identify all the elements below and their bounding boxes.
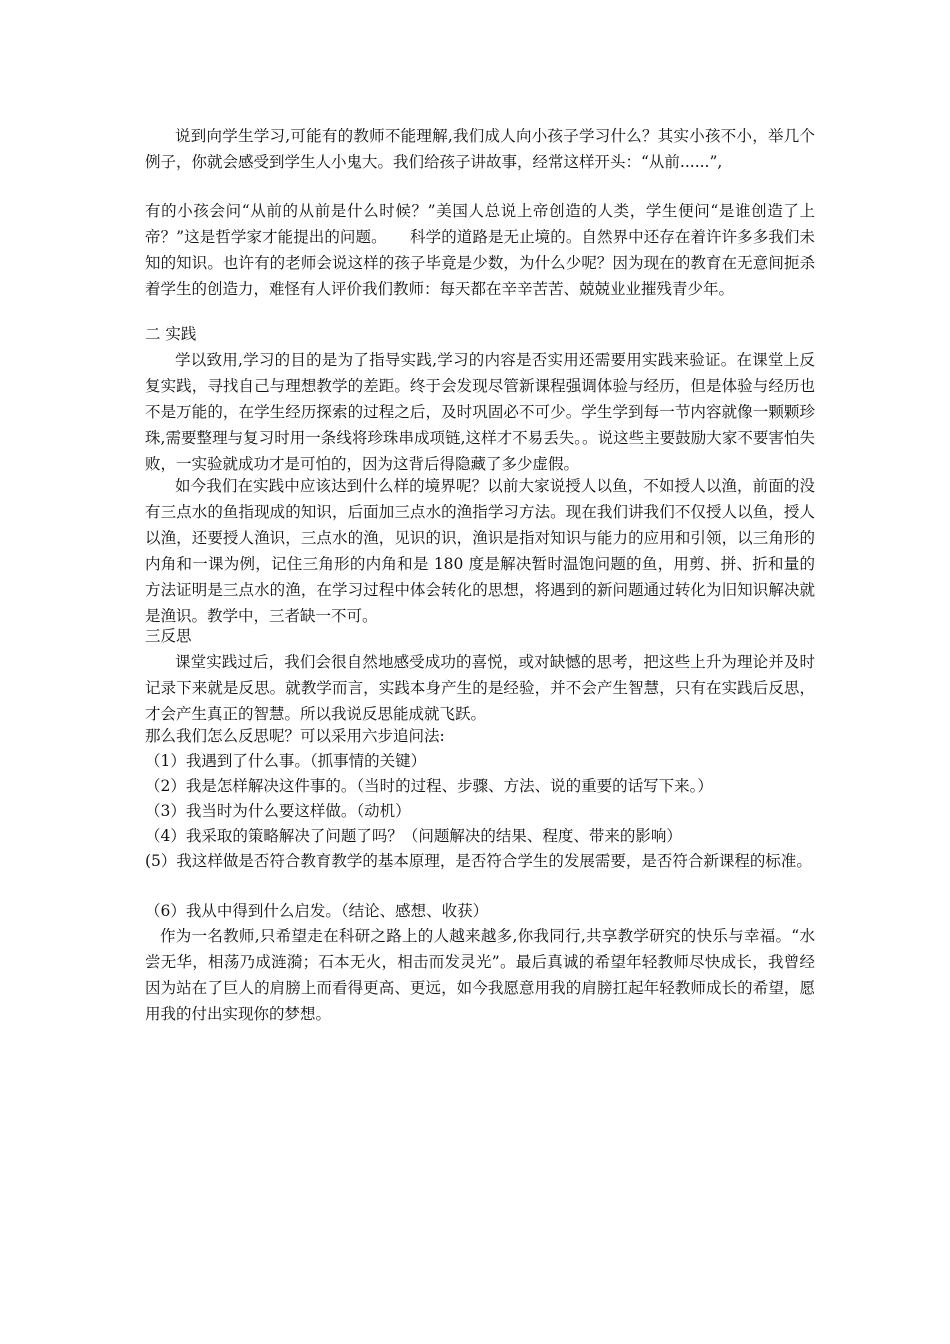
- list-item: （6）我从中得到什么启发。（结论、感想、收获）: [145, 902, 489, 920]
- list-item: （2）我是怎样解决这件事的。（当时的过程、步骤、方法、说的重要的话写下来。）: [145, 777, 713, 795]
- list-item: （4）我采取的策略解决了问题了吗？（问题解决的结果、程度、带来的影响）: [145, 827, 682, 845]
- paragraph-intro: 说到向学生学习,可能有的教师不能理解,我们成人向小孩子学习什么？其实小孩不小，举几个例子，你就会感受到学生人小鬼大。我们给孩子讲故事，经常这样开头：“从前......”,: [145, 127, 815, 171]
- paragraph-practice: 学以致用,学习的目的是为了指导实践,学习的内容是否实用还需要用实践来验证。在课堂上反复实践，寻找自己与理想教学的差距。终于会发现尽管新课程强调体验与经历，但是体验与经历也不是万能的，在学生经历探索的过程之后，及时巩固必不可少。学生学到每一节内容就像一颗颗珍珠,需要整理与复习时用一条线将珍珠串成项链,这样才不易丢失。。说这些主要鼓励大家不要害怕失败，一实验就成功才是可怕的，因为这背后得隐藏了多少虚假。: [145, 351, 815, 473]
- list-item: (5）我这样做是否符合教育教学的基本原理，是否符合学生的发展需要，是否符合新课程的标准。: [145, 852, 812, 870]
- section-heading-reflection: 三反思: [145, 627, 192, 645]
- paragraph-closing: 作为一名教师,只希望走在科研之路上的人越来越多,你我同行,共享教学研究的快乐与幸福。“水尝无华，相荡乃成涟漪；石本无火，相击而发灵光”。最后真诚的希望年轻教师尽快成长，我曾经因为站在了巨人的肩膀上而看得更高、更远，如今我愿意用我的肩膀扛起年轻教师成长的希望，愿用我的付出实现你的梦想。: [145, 927, 815, 1023]
- paragraph-creativity: 有的小孩会问“从前的从前是什么时候？”美国人总说上帝创造的人类，学生便问“是谁创造了上帝？”这是哲学家才能提出的问题。 科学的道路是无止境的。自然界中还存在着许许多多我们未知的知识。也许有的老师会说这样的孩子毕竟是少数，为什么少呢？因为现在的教育在无意间扼杀着学生的创造力，难怪有人评价我们教师：每天都在辛辛苦苦、兢兢业业摧残青少年。: [145, 202, 815, 298]
- list-item: （1）我遇到了什么事。（抓事情的关键）: [145, 752, 427, 770]
- section-heading-practice: 二 实践: [145, 325, 197, 343]
- paragraph-fishing: 如今我们在实践中应该达到什么样的境界呢？以前大家说授人以鱼，不如授人以渔，前面的没有三点水的鱼指现成的知识，后面加三点水的渔指学习方法。现在我们讲我们不仅授人以鱼，授人以渔，还要授人渔识，三点水的渔，见识的识，渔识是指对知识与能力的应用和引领，以三角形的内角和一课为例，记住三角形的内角和是 180 度是解决暂时温饱问题的鱼，用剪、拼、折和量的方法证明是三点水的渔，在学习过程中体会转化的思想，将遇到的新问题通过转化为旧知识解决就是渔识。教学中，三者缺一不可。: [145, 477, 815, 625]
- list-item: （3）我当时为什么要这样做。（动机）: [145, 802, 411, 820]
- paragraph-six-steps-intro: 那么我们怎么反思呢？可以采用六步追问法:: [145, 727, 445, 745]
- paragraph-reflection: 课堂实践过后，我们会很自然地感受成功的喜悦，或对缺憾的思考，把这些上升为理论并及时记录下来就是反思。就教学而言，实践本身产生的是经验，并不会产生智慧，只有在实践后反思，才会产生真正的智慧。所以我说反思能成就飞跃。: [145, 653, 815, 723]
